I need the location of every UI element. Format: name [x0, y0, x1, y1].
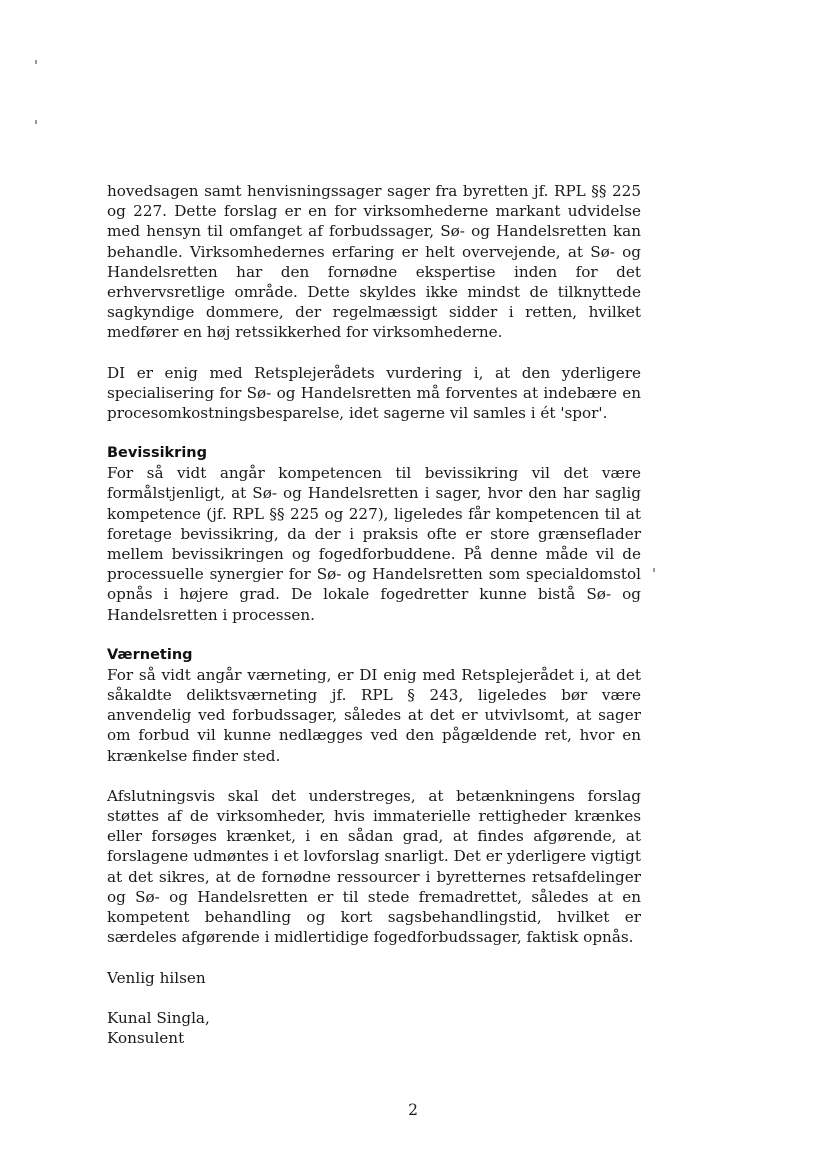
paragraph-di-enig: DI er enig med Retsplejerådets vurdering i, at den yderligere specialisering for Sø- og Handelsretten må forventes at indebære en procesomkostningsbesparelse, idet sagerne vil samles i ét 'spor'.: [107, 363, 641, 423]
scan-mark-2: [35, 120, 37, 124]
heading-vaerneting: Værneting: [107, 646, 193, 663]
paragraph-hovedsagen: hovedsagen samt henvisningssager sager fra byretten jf. RPL §§ 225 og 227. Dette forslag er en for virksomhederne markant udvidelse med hensyn til omfanget af forbudssager, Sø- og Handelsretten kan behandle. Virksomhedernes erfaring er helt overvejende, at Sø- og Handelsretten har den fornødne ekspertise inden for det erhvervsretlige område. Dette skyldes ikke mindst de tilknyttede sagkyndige dommere, der regelmæssigt sidder i retten, hvilket medfører en høj retssikkerhed for virksomhederne.: [107, 182, 641, 342]
signature-title: Konsulent: [107, 1028, 185, 1047]
signature-name: Kunal Singla,: [107, 1008, 210, 1027]
paragraph-bevissikring: For så vidt angår kompetencen til bevissikring vil det være formålstjenligt, at Sø- og Handelsretten i sager, hvor den har saglig kompetence (jf. RPL §§ 225 og 227), ligeledes får kompetencen til at foretage bevissikring, da der i praksis ofte er store grænseflader mellem bevissikringen og fogedforbuddene. På denne måde vil de processuelle synergier for Sø- og Handelsretten som specialdomstol opnås i højere grad. De lokale fogedretter kunne bistå Sø- og Handelsretten i processen.: [107, 464, 641, 624]
scan-mark-3: [653, 568, 655, 572]
heading-bevissikring: Bevissikring: [107, 445, 208, 462]
scan-mark-1: [35, 60, 37, 64]
paragraph-afslutningsvis: Afslutningsvis skal det understreges, at betænkningens forslag støttes af de virksomheder, hvis immaterielle rettigheder krænkes eller forsøges krænket, i en sådan grad, at findes afgørende, at forslagene udmøntes i et lovforslag snarligt. Det er yderligere vigtigt at det sikres, at de fornødne ressourcer i byretternes retsafdelinger og Sø- og Handelsretten er til stede fremadrettet, således at en kompetent behandling og kort sagsbehandlingstid, hvilket er særdeles afgørende i midlertidige fogedforbudssager, faktisk opnås.: [107, 786, 641, 947]
closing-greeting: Venlig hilsen: [107, 968, 206, 987]
page-number: 2: [408, 1101, 418, 1119]
paragraph-vaerneting: For så vidt angår værneting, er DI enig med Retsplejerådet i, at det såkaldte deliktsværneting jf. RPL § 243, ligeledes bør være anvendelig ved forbudssager, således at det er utvivlsomt, at sager om forbud vil kunne nedlægges ved den pågældende ret, hvor en krænkelse finder sted.: [107, 665, 641, 765]
document-body: [107, 181, 641, 1048]
